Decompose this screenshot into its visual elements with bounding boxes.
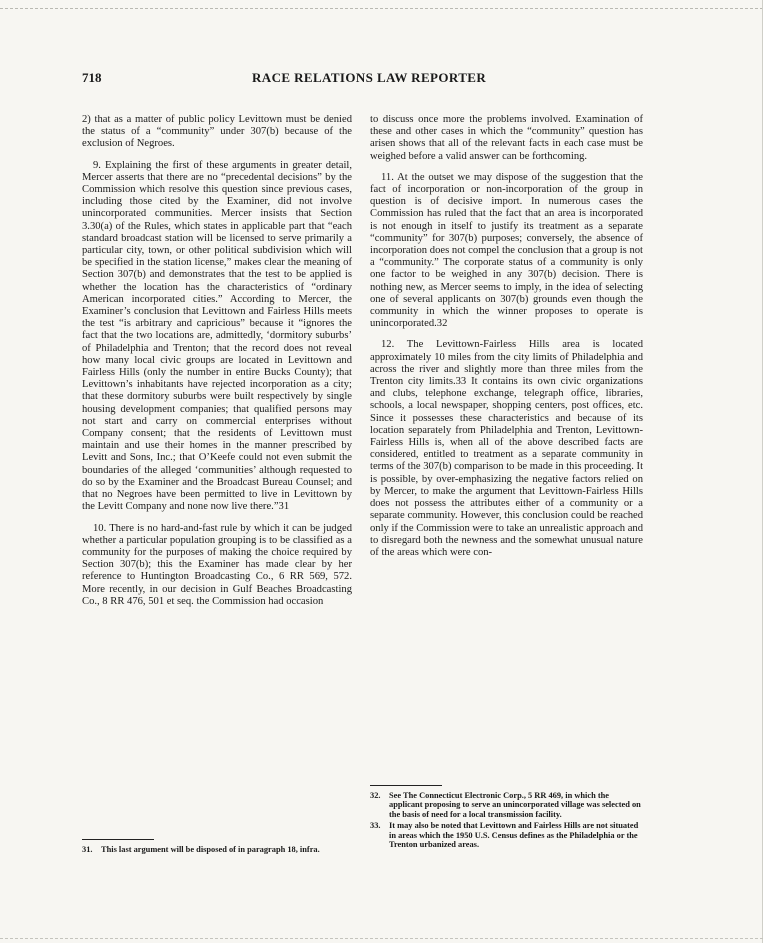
left-column — [82, 114, 352, 617]
footnote-number: 32. — [370, 791, 381, 800]
right-column — [370, 114, 643, 568]
paragraph: 9. Explaining the first of these arguments in greater detail, Mercer asserts that there are no “precedental decisions” by the Commission which resolve this question since previous cases, including those cited by the Examiner, did not involve unincorporated communities. Mercer insists that Section 3.30(a) of the Rules, which states in applicable part that “each standard broadcast station will be licensed to serve primarily a particular city, town, or other political subdivision which will be specified in the station license,” makes clear the meaning of Section 307(b) and demonstrates that the test to be applied is whether the location has the characteristics of “ordinary American incorporated cities.” According to Mercer, the Examiner’s conclusion that Levittown and Fairless Hills meets the test “is arbitrary and capricious” because it “ignores the fact that the two locations are, admittedly, ‘dormitory suburbs’ of Philadelphia and Trenton; that the record does not reveal how many local civic groups are located in Levittown and Fairless Hills (only the number in entire Bucks County); that Levittown’s inhabitants have rejected incorporation as a city; that these dormitory suburbs were built respectively by single housing development companies; that qualified persons may not start and carry on commercial enterprises without Company consent; that the residents of Levittown must maintain and use their homes in the manner prescribed by Levitt and Sons, Inc.; that O’Keefe could not even submit the boundaries of the alleged ‘communities’ although requested to do so by the Examiner and the Broadcast Bureau Counsel; and that no Negroes have been permitted to live in Levittown by the Levitt Company and none now live there.”31 — [82, 159, 352, 513]
left-footnotes — [82, 833, 352, 856]
footnote — [370, 821, 643, 849]
footnote-number: 33. — [370, 821, 381, 831]
footnote-rule — [82, 839, 154, 840]
scan-edge-right — [759, 0, 763, 943]
page-number: 718 — [82, 70, 102, 85]
footnote — [370, 791, 643, 819]
paragraph: 11. At the outset we may dispose of the suggestion that the fact of incorporation or non-incorporation of the group in question is of decisive import. In numerous cases the Commission has ruled that the fact that an area is incorporated is not enough in itself to justify its treatment as a separate “community” for 307(b) purposes; conversely, the absence of incorporation does not compel the conclusion that a group is not a “community.” The corporate status of a community is only one factor to be weighed in any 307(b) decision. There is nothing new, as Mercer seems to imply, in the idea of selecting one of several applicants on 307(b) grounds even though the community in which the winner proposes to operate is unincorporated.32 — [370, 171, 643, 330]
right-footnotes — [370, 779, 643, 851]
paragraph: 10. There is no hard-and-fast rule by which it can be judged whether a particular population grouping is to be classified as a community for the purposes of making the choice required by Section 307(b); this the Examiner has made clear by her reference to Huntington Broadcasting Co., 6 RR 569, 572. More recently, in our decision in Gulf Beaches Broadcasting Co., 8 RR 476, 501 et seq. the Commission had occasion — [82, 522, 352, 607]
footnote-text: See The Connecticut Electronic Corp., 5 RR 469, in which the applicant proposing to serve an unincorporated village was selected on the basis of need for a local transmission facility. — [389, 791, 641, 819]
running-head: RACE RELATIONS LAW REPORTER — [252, 70, 487, 85]
scan-edge-top — [0, 8, 763, 9]
footnote-text: This last argument will be disposed of in paragraph 18, infra. — [101, 845, 320, 854]
footnote-rule — [370, 785, 442, 786]
paragraph: 2) that as a matter of public policy Levittown must be denied the status of a “community” under 307(b) because of the exclusion of Negroes. — [82, 114, 352, 150]
paragraph: to discuss once more the problems involved. Examination of these and other cases in which the “community” question has arisen shows that all of the relevant facts in each case must be weighed before a valid answer can be forthcoming. — [370, 114, 643, 162]
page-header — [82, 70, 682, 92]
paragraph: 12. The Levittown-Fairless Hills area is located approximately 10 miles from the city limits of Philadelphia and across the river and slightly more than three miles from the Trenton city limits.33 It contains its own civic organizations and clubs, telephone exchange, telegraph office, libraries, schools, a local newspaper, shopping centers, post offices, etc. Since it possesses these characteristics and because of its location separately from Philadelphia and Trenton, Levittown-Fairless Hills is, when all of the above described facts are considered, entitled to treatment as a separate community in terms of the 307(b) comparison to be made in this proceeding. It is possible, by over-emphasizing the negative factors relied on by Mercer, to make the argument that Levittown-Fairless Hills does not possess the attributes either of a community or a separate community. However, this conclusion could be reached only if the Commission were to take an unrealistic approach and to disregard both the newness and the somewhat unusual nature of the areas which were con- — [370, 339, 644, 558]
footnote-text: It may also be noted that Levittown and Fairless Hills are not situated in areas which the 1950 U.S. Census defines as the Philadelphia or the Trenton urbanized areas. — [389, 821, 639, 850]
footnote — [82, 845, 352, 854]
scan-edge-bottom — [0, 938, 763, 939]
footnote-number: 31. — [82, 845, 93, 854]
